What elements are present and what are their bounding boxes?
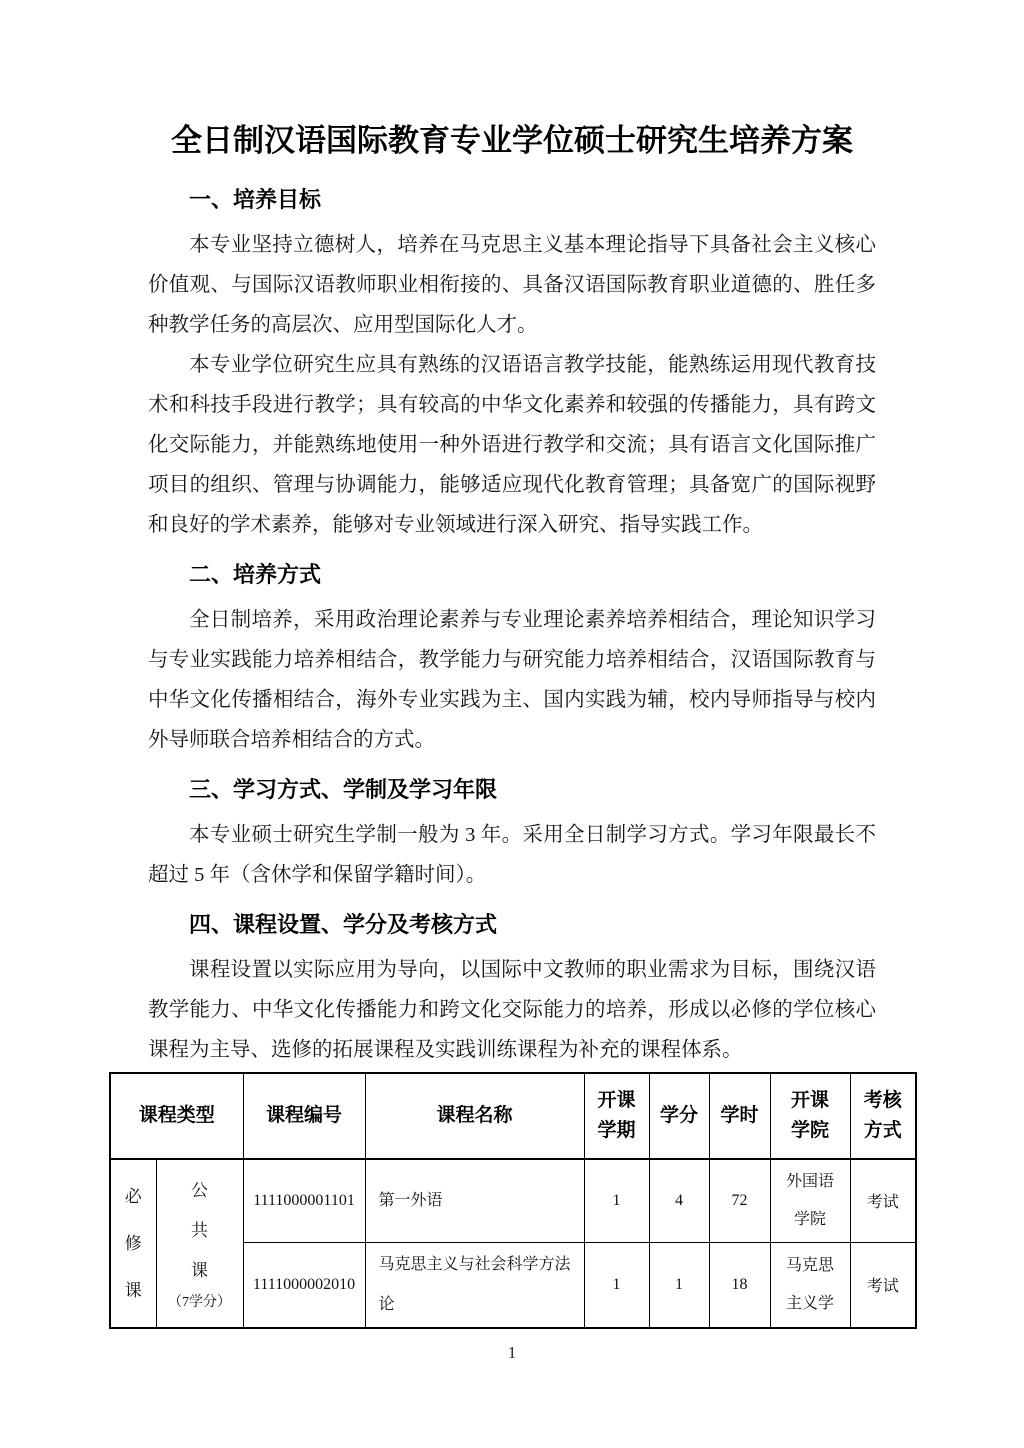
course-subtype-credits-note: （7学分）	[168, 1295, 231, 1311]
cell-college-label: 马克思主义学	[786, 1256, 835, 1312]
header-cell-term	[584, 1073, 649, 1159]
course-type-label: 必修课	[124, 1186, 142, 1300]
cell-course-code: 1111000002010	[243, 1242, 365, 1328]
cell-course-name: 马克思主义与社会科学方法论	[365, 1242, 584, 1328]
section-heading: 二、培养方式	[189, 562, 322, 587]
header-cell-course-type: 课程类型	[110, 1073, 243, 1159]
table-header-row	[110, 1073, 916, 1159]
cell-college	[770, 1242, 850, 1328]
header-cell-course-name: 课程名称	[365, 1073, 584, 1159]
section-heading: 一、培养目标	[189, 187, 322, 212]
section-curriculum	[148, 905, 876, 1070]
cell-course-type-group	[110, 1159, 156, 1328]
cell-hours: 18	[709, 1242, 770, 1328]
cell-college-label: 外国语学院	[786, 1172, 835, 1228]
cell-course-code: 1111000001101	[243, 1159, 365, 1242]
header-cell-credits: 学分	[649, 1073, 709, 1159]
course-row	[110, 1159, 916, 1242]
section-study-duration	[148, 770, 876, 895]
cell-term: 1	[584, 1159, 649, 1242]
header-cell-assessment	[850, 1073, 916, 1159]
section-training-mode	[148, 555, 876, 760]
cell-credits: 1	[649, 1242, 709, 1328]
paragraph: 本专业学位研究生应具有熟练的汉语语言教学技能，能熟练运用现代教育技术和科技手段进行教学；具有较高的中华文化素养和较强的传播能力，具有跨文化交际能力，并能熟练地使用一种外语进行教学和交流；具有语言文化国际推广项目的组织、管理与协调能力，能够适应现代化教育管理；具备宽广的国际视野和良好的学术素养，能够对专业领域进行深入研究、指导实践工作。	[148, 354, 876, 536]
paragraph: 课程设置以实际应用为导向，以国际中文教师的职业需求为目标，围绕汉语教学能力、中华文化传播能力和跨文化交际能力的培养，形成以必修的学位核心课程为主导、选修的拓展课程及实践训练课程为补充的课程体系。	[148, 959, 876, 1061]
cell-assessment: 考试	[850, 1159, 916, 1242]
course-subtype-label: 公共课	[191, 1181, 208, 1281]
header-cell-assessment-label: 考核方式	[863, 1090, 902, 1141]
cell-credits: 4	[649, 1159, 709, 1242]
section-training-objectives	[148, 180, 876, 545]
document-title: 全日制汉语国际教育专业学位硕士研究生培养方案	[171, 123, 853, 158]
document-body	[148, 180, 876, 1070]
header-cell-college	[770, 1073, 850, 1159]
header-cell-course-code: 课程编号	[243, 1073, 365, 1159]
paragraph: 全日制培养，采用政治理论素养与专业理论素养培养相结合，理论知识学习与专业实践能力培养相结合，教学能力与研究能力培养相结合，汉语国际教育与中华文化传播相结合，海外专业实践为主、国内实践为辅，校内导师指导与校内外导师联合培养相结合的方式。	[148, 609, 876, 751]
course-table	[109, 1072, 917, 1329]
page-number: 1	[507, 1342, 517, 1362]
cell-hours: 72	[709, 1159, 770, 1242]
paragraph: 本专业硕士研究生学制一般为 3 年。采用全日制学习方式。学习年限最长不超过 5 年（含休学和保留学籍时间）。	[148, 824, 876, 886]
cell-term: 1	[584, 1242, 649, 1328]
section-heading: 四、课程设置、学分及考核方式	[189, 912, 498, 937]
header-cell-college-label: 开课学院	[791, 1090, 830, 1141]
paragraph: 本专业坚持立德树人，培养在马克思主义基本理论指导下具备社会主义核心价值观、与国际汉语教师职业相衔接的、具备汉语国际教育职业道德的、胜任多种教学任务的高层次、应用型国际化人才。	[148, 234, 876, 336]
cell-course-name: 第一外语	[365, 1159, 584, 1242]
header-cell-term-label: 开课学期	[597, 1090, 636, 1141]
cell-college	[770, 1159, 850, 1242]
cell-course-subtype-group	[156, 1159, 243, 1328]
header-cell-hours: 学时	[709, 1073, 770, 1159]
section-heading: 三、学习方式、学制及学习年限	[189, 777, 498, 802]
cell-assessment: 考试	[850, 1242, 916, 1328]
